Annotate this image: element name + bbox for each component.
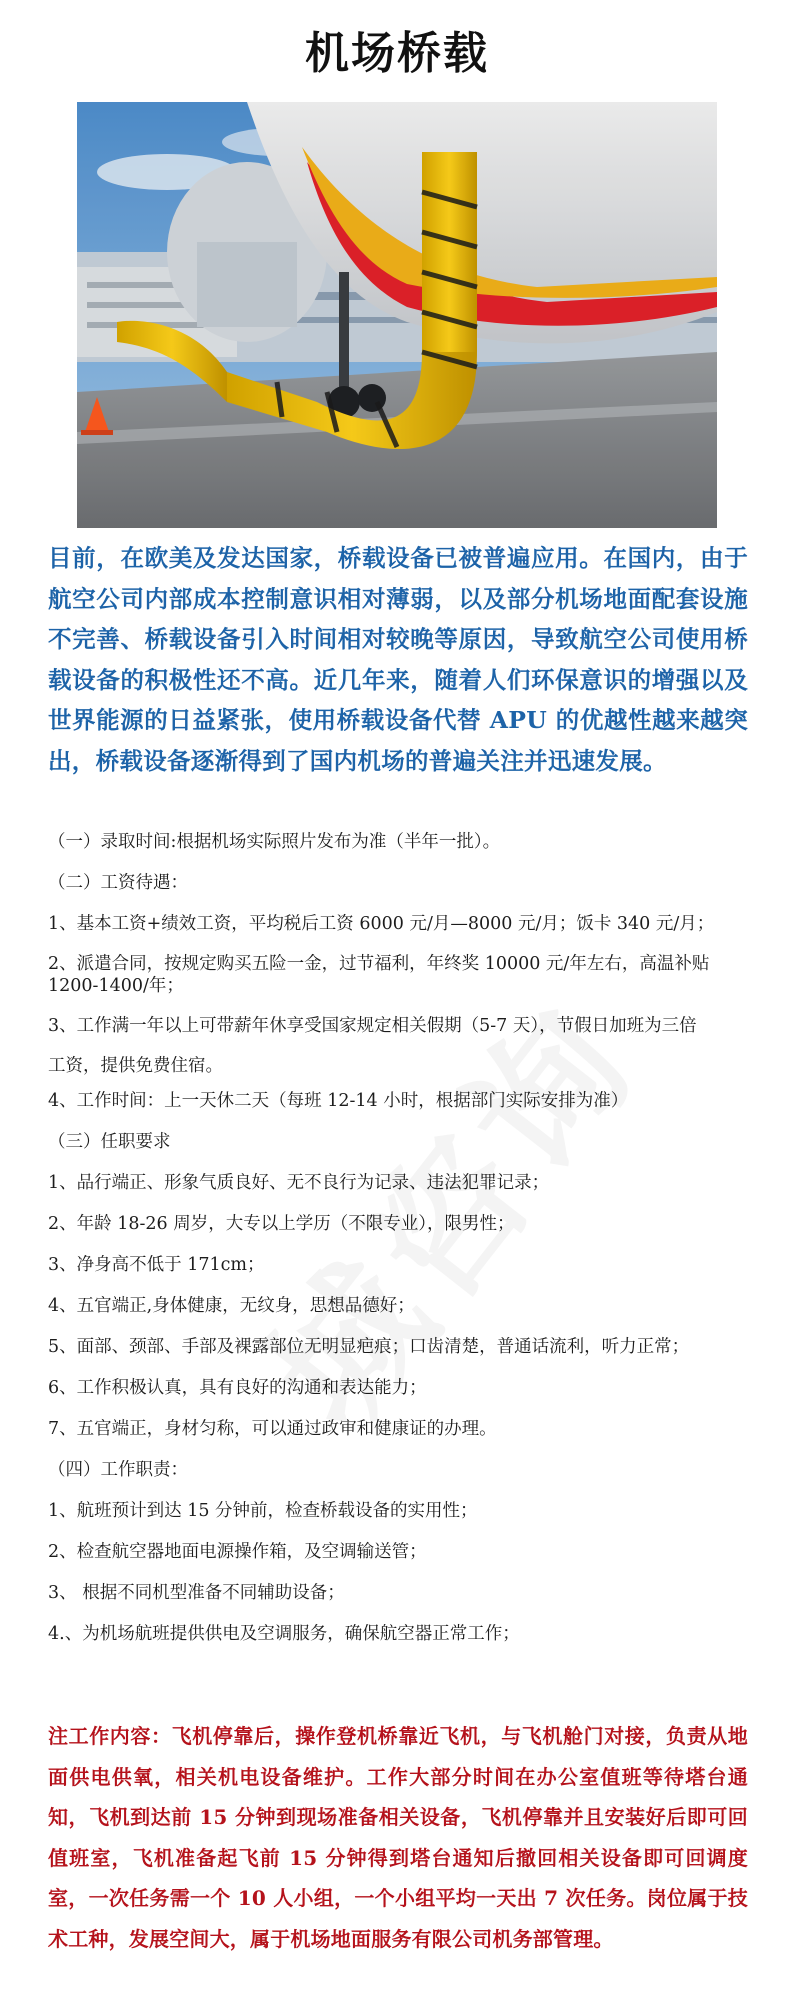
salary-heading: （二）工资待遇： bbox=[48, 873, 188, 893]
requirement-item-1: 1、品行端正、形象气质良好、无不良行为记录、违法犯罪记录； bbox=[48, 1173, 550, 1193]
salary-item-4: 4、工作时间：上一天休二天（每班 12-14 小时，根据部门实际安排为准） bbox=[48, 1091, 629, 1111]
apron-illustration bbox=[77, 102, 717, 528]
requirements-heading: （三）任职要求 bbox=[48, 1132, 171, 1152]
duty-item-2: 2、检查航空器地面电源操作箱，及空调输送管； bbox=[48, 1542, 427, 1562]
duty-item-4: 4.、为机场航班提供供电及空调服务，确保航空器正常工作； bbox=[48, 1624, 520, 1644]
work-content-note: 注工作内容：飞机停靠后，操作登机桥靠近飞机，与飞机舱门对接，负责从地面供电供氧，相关机电设备维护。工作大部分时间在办公室值班等待塔台通知，飞机到达前 15 分钟到现场准备相关设备，飞机停靠并且安装好后即可回值班室，飞机准备起飞前 15 分钟得到塔台通知后撤回相关设备即可回调度室，一次任务需一个 10 人小组，一个小组平均一天出 7 次任务。岗位属于技术工种，发展空间大，属于机场地面服务有限公司机务部管理。 bbox=[48, 1724, 748, 1951]
requirement-item-7: 7、五官端正，身材匀称，可以通过政审和健康证的办理。 bbox=[48, 1419, 497, 1439]
job-details bbox=[48, 830, 748, 1663]
requirement-item-5: 5、面部、颈部、手部及裸露部位无明显疤痕；口齿清楚，普通话流利，听力正常； bbox=[48, 1337, 690, 1357]
requirement-item-3: 3、净身高不低于 171cm； bbox=[48, 1255, 265, 1275]
page-title: 机场桥载 bbox=[305, 28, 489, 79]
requirement-item-4: 4、五官端正,身体健康，无纹身，思想品德好； bbox=[48, 1296, 415, 1316]
recruit-time: （一）录取时间:根据机场实际照片发布为准（半年一批）。 bbox=[48, 832, 501, 852]
salary-item-2: 2、派遣合同，按规定购买五险一金，过节福利，年终奖 10000 元/年左右，高温补贴 1200-1400/年； bbox=[48, 954, 710, 996]
salary-item-3a: 3、工作满一年以上可带薪年休享受国家规定相关假期（5-7 天），节假日加班为三倍 bbox=[48, 1016, 697, 1036]
hero-photo bbox=[77, 102, 717, 528]
duty-item-3: 3、 根据不同机型准备不同辅助设备； bbox=[48, 1583, 345, 1603]
requirement-item-6: 6、工作积极认真，具有良好的沟通和表达能力； bbox=[48, 1378, 427, 1398]
duty-item-1: 1、航班预计到达 15 分钟前，检查桥载设备的实用性； bbox=[48, 1501, 478, 1521]
duties-heading: （四）工作职责： bbox=[48, 1460, 188, 1480]
requirement-item-2: 2、年龄 18-26 周岁，大专以上学历（不限专业），限男性； bbox=[48, 1214, 515, 1234]
salary-item-3b: 工资，提供免费住宿。 bbox=[48, 1056, 223, 1076]
intro-paragraph: 目前，在欧美及发达国家，桥载设备已被普遍应用。在国内，由于航空公司内部成本控制意识相对薄弱，以及部分机场地面配套设施不完善、桥载设备引入时间相对较晚等原因，导致航空公司使用桥载设备的积极性还不高。近几年来，随着人们环保意识的增强以及世界能源的日益紧张，使用桥载设备代替 APU 的优越性越来越突出，桥载设备逐渐得到了国内机场的普遍关注并迅速发展。 bbox=[48, 544, 748, 775]
salary-item-1: 1、基本工资+绩效工资，平均税后工资 6000 元/月—8000 元/月；饭卡 340 元/月； bbox=[48, 914, 715, 934]
